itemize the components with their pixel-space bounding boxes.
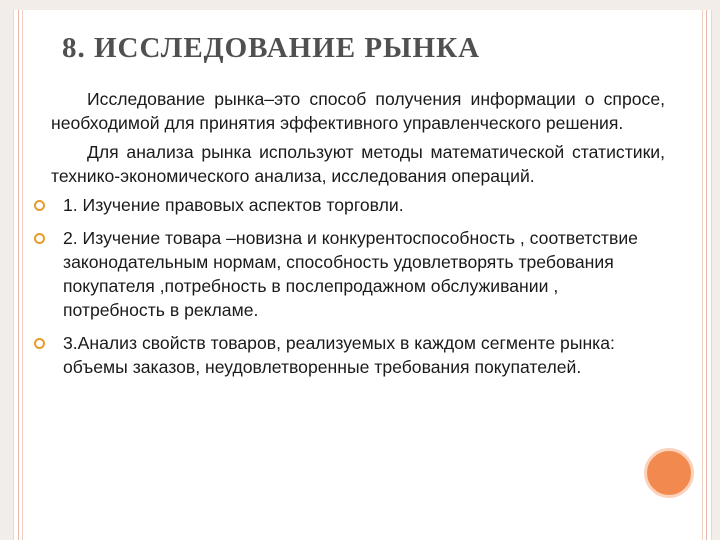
list-item — [51, 193, 665, 217]
ring-bullet-icon — [34, 200, 45, 211]
list-item-text: 3.Анализ свойств товаров, реализуемых в каждом сегменте рынка: объемы заказов, неудовлетворенные требования покупателей. — [63, 333, 615, 377]
bullet-list — [51, 193, 665, 379]
paragraph-definition: Исследование рынка–это способ получения информации о спросе, необходимой для принятия эффективного управленческого решения. — [51, 89, 665, 133]
slide — [13, 10, 712, 540]
list-item-text: 1. Изучение правовых аспектов торговли. — [63, 195, 404, 215]
slide-title: 8. ИССЛЕДОВАНИЕ РЫНКА — [62, 32, 481, 64]
frame-line-right-inner — [702, 10, 703, 540]
ring-bullet-icon — [34, 338, 45, 349]
list-item — [51, 331, 665, 379]
frame-line-right-outer — [706, 10, 707, 540]
slide-body — [51, 87, 665, 388]
ring-bullet-icon — [34, 233, 45, 244]
frame-line-left-outer — [18, 10, 19, 540]
list-item — [51, 226, 665, 322]
frame-line-left-inner — [22, 10, 23, 540]
list-item-text: 2. Изучение товара –новизна и конкурентоспособность , соответствие законодательным нормам, способность удовлетворять требования покупателя ,потребность в послепродажном обслуживании , потребность в рекламе. — [63, 228, 638, 320]
paragraph-methods: Для анализа рынка используют методы математической статистики, технико-экономического анализа, исследования операций. — [51, 142, 665, 186]
orange-circle-icon — [644, 448, 694, 498]
